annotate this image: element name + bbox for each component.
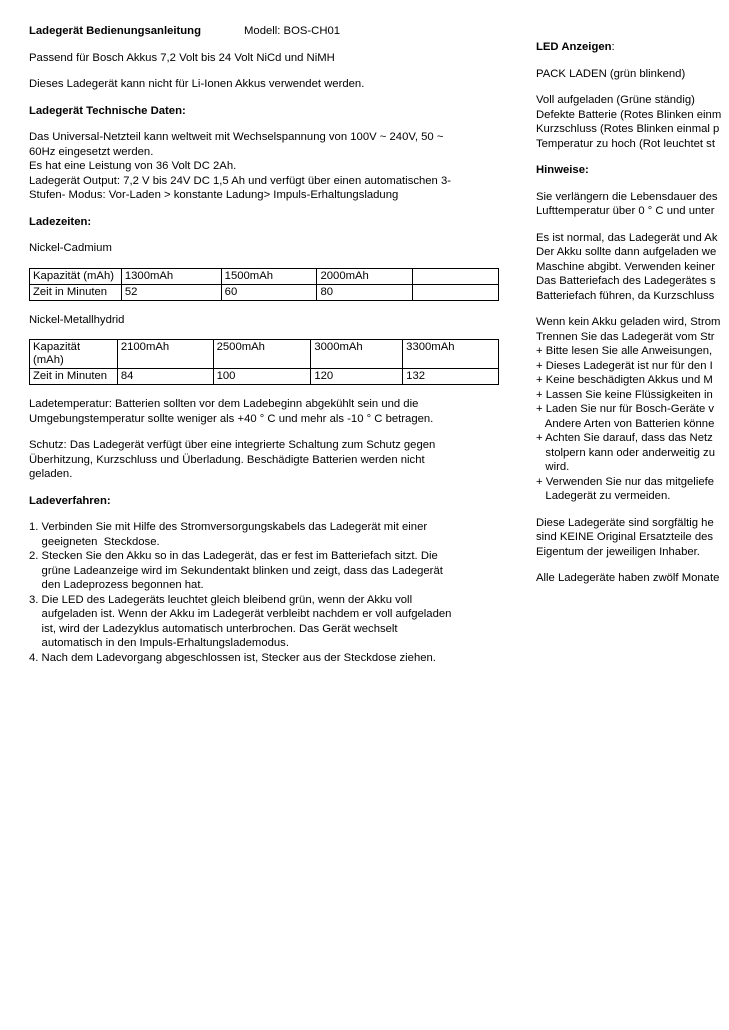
table-cell: 2100mAh [117, 340, 213, 369]
led-heading: LED Anzeigen [536, 41, 612, 53]
tech-line: Ladegerät Output: 7,2 V bis 24V DC 1,5 Ah und verfügt über einen automatischen 3- [29, 174, 452, 187]
hinweis-bullet: Andere Arten von Batterien könne [536, 417, 715, 430]
hinweis-line: Trennen Sie das Ladegerät vom Str [536, 330, 715, 343]
table-cell [413, 284, 499, 300]
step-line: automatisch in den Impuls-Erhaltungslademodus. [29, 637, 289, 649]
table-cell: 84 [117, 369, 213, 385]
step-line: 3. Die LED des Ladegeräts leuchtet gleich bleibend grün, wenn der Akku voll [29, 593, 413, 606]
tech-line: Es hat eine Leistung von 36 Volt DC 2Ah. [29, 160, 237, 172]
table-row [30, 369, 499, 385]
table-cell: 2500mAh [213, 340, 311, 369]
hinweis-bullet: + Dieses Ladegerät ist nur für den I [536, 359, 713, 372]
hinweis-line: Lufttemperatur über 0 ° C und unter [536, 205, 715, 217]
nimh-table [29, 339, 499, 385]
hinweis-bullet: stolpern kann oder anderweitig zu [536, 446, 715, 459]
hinweis-line: Eigentum der jeweiligen Inhaber. [536, 545, 700, 558]
ladeverfahren-steps [29, 520, 499, 665]
left-column [29, 24, 499, 665]
hinweise-heading: Hinweise: [536, 164, 589, 176]
table-cell: 100 [213, 369, 311, 385]
led-pack-laden: PACK LADEN (grün blinkend) [536, 67, 686, 80]
table-cell: Kapazität (mAh) [30, 340, 118, 369]
table-cell: Zeit in Minuten [30, 284, 122, 300]
tech-heading: Ladegerät Technische Daten: [29, 104, 186, 117]
hinweis-bullet: + Lassen Sie keine Flüssigkeiten in [536, 388, 713, 401]
right-column [536, 40, 729, 586]
hinweis-line: Sie verlängern die Lebensdauer des [536, 190, 718, 203]
ladetemperatur-line: Umgebungstemperatur sollte weniger als +40 ° C und mehr als -10 ° C betragen. [29, 412, 434, 425]
ladetemperatur-paragraph [29, 397, 499, 426]
hinweis-line: Alle Ladegeräte haben zwölf Monate [536, 572, 720, 584]
tech-line: Das Universal-Netzteil kann weltweit mit Wechselspannung von 100V ~ 240V, 50 ~ [29, 131, 444, 143]
table-cell [413, 268, 499, 284]
nicd-label: Nickel-Cadmium [29, 242, 112, 254]
nimh-label: Nickel-Metallhydrid [29, 313, 125, 326]
ladeverfahren-heading: Ladeverfahren: [29, 494, 111, 507]
led-line: Defekte Batterie (Rotes Blinken einm [536, 108, 722, 121]
hinweis-bullet: + Laden Sie nur für Bosch-Geräte v [536, 403, 715, 415]
step-line: ist, wird der Ladezyklus automatisch unterbrochen. Das Gerät wechselt [29, 622, 398, 635]
model-number: Modell: BOS-CH01 [244, 25, 341, 37]
nicd-table [29, 268, 499, 301]
led-line: Kurzschluss (Rotes Blinken einmal p [536, 123, 720, 135]
table-cell: 60 [221, 284, 317, 300]
table-cell: Kapazität (mAh) [30, 268, 122, 284]
table-cell: 132 [403, 369, 499, 385]
tech-line: 60Hz eingesetzt werden. [29, 145, 154, 158]
hinweis-line: Es ist normal, das Ladegerät und Ak [536, 231, 718, 244]
hinweis-line: Batteriefach führen, da Kurzschluss [536, 289, 715, 302]
table-row [30, 284, 499, 300]
table-row [30, 340, 499, 369]
led-heading-colon: : [611, 41, 615, 53]
step-line: 4. Nach dem Ladevorgang abgeschlossen ist, Stecker aus der Steckdose ziehen. [29, 651, 436, 664]
document-header [29, 24, 499, 39]
hinweis-bullet: wird. [536, 461, 570, 473]
led-heading-line [536, 40, 729, 55]
led-line: Temperatur zu hoch (Rot leuchtet st [536, 137, 715, 150]
hinweis-line: Der Akku sollte dann aufgeladen we [536, 246, 717, 258]
step-line: 2. Stecken Sie den Akku so in das Ladegerät, das er fest im Batteriefach sitzt. Die [29, 550, 438, 562]
step-line: grüne Ladeanzeige wird im Sekundentakt blinken und zeigt, dass das Ladegerät [29, 564, 443, 577]
hinweis-bullet: + Keine beschädigten Akkus und M [536, 374, 713, 386]
hinweis-bullet: + Achten Sie darauf, dass das Netz [536, 432, 713, 444]
hinweis-line: Das Batteriefach des Ladegerätes s [536, 275, 716, 287]
step-line: 1. Verbinden Sie mit Hilfe des Stromversorgungskabels das Ladegerät mit einer [29, 521, 428, 533]
tech-line: Stufen- Modus: Vor-Laden > konstante Ladung> Impuls-Erhaltungsladung [29, 189, 399, 201]
hinweis-line: Maschine abgibt. Verwenden keiner [536, 260, 715, 273]
schutz-line: geladen. [29, 468, 73, 480]
intro-compat: Passend für Bosch Akkus 7,2 Volt bis 24 Volt NiCd und NiMH [29, 51, 335, 64]
intro-liion-note: Dieses Ladegerät kann nicht für Li-Ionen Akkus verwendet werden. [29, 78, 365, 90]
step-line: den Ladeprozess begonnen hat. [29, 579, 204, 591]
table-cell: Zeit in Minuten [30, 369, 118, 385]
table-cell: 3300mAh [403, 340, 499, 369]
document-title: Ladegerät Bedienungsanleitung [29, 25, 201, 37]
table-cell: 1500mAh [221, 268, 317, 284]
step-line: geeigneten Steckdose. [29, 535, 160, 548]
hinweis-line: Diese Ladegeräte sind sorgfältig he [536, 516, 714, 529]
table-cell: 52 [121, 284, 221, 300]
schutz-line: Schutz: Das Ladegerät verfügt über eine integrierte Schaltung zum Schutz gegen [29, 439, 436, 451]
table-cell: 2000mAh [317, 268, 413, 284]
table-row [30, 268, 499, 284]
table-cell: 3000mAh [311, 340, 403, 369]
led-line: Voll aufgeladen (Grüne ständig) [536, 94, 695, 106]
hinweis-line: Wenn kein Akku geladen wird, Strom [536, 316, 721, 328]
hinweis-bullet: Ladegerät zu vermeiden. [536, 490, 671, 502]
table-cell: 120 [311, 369, 403, 385]
hinweis-line: sind KEINE Original Ersatzteile des [536, 531, 714, 543]
schutz-line: Überhitzung, Kurzschluss und Überladung. Beschädigte Batterien werden nicht [29, 453, 425, 466]
hinweis-bullet: + Verwenden Sie nur das mitgeliefe [536, 475, 715, 488]
step-line: aufgeladen ist. Wenn der Akku im Ladegerät verbleibt nachdem er voll aufgeladen [29, 608, 452, 620]
ladetemperatur-line: Ladetemperatur: Batterien sollten vor dem Ladebeginn abgekühlt sein und die [29, 398, 419, 410]
ladezeiten-heading: Ladezeiten: [29, 215, 92, 228]
tech-specs [29, 130, 499, 203]
hinweis-bullet: + Bitte lesen Sie alle Anweisungen, [536, 345, 713, 357]
table-cell: 1300mAh [121, 268, 221, 284]
table-cell: 80 [317, 284, 413, 300]
schutz-paragraph [29, 438, 499, 482]
